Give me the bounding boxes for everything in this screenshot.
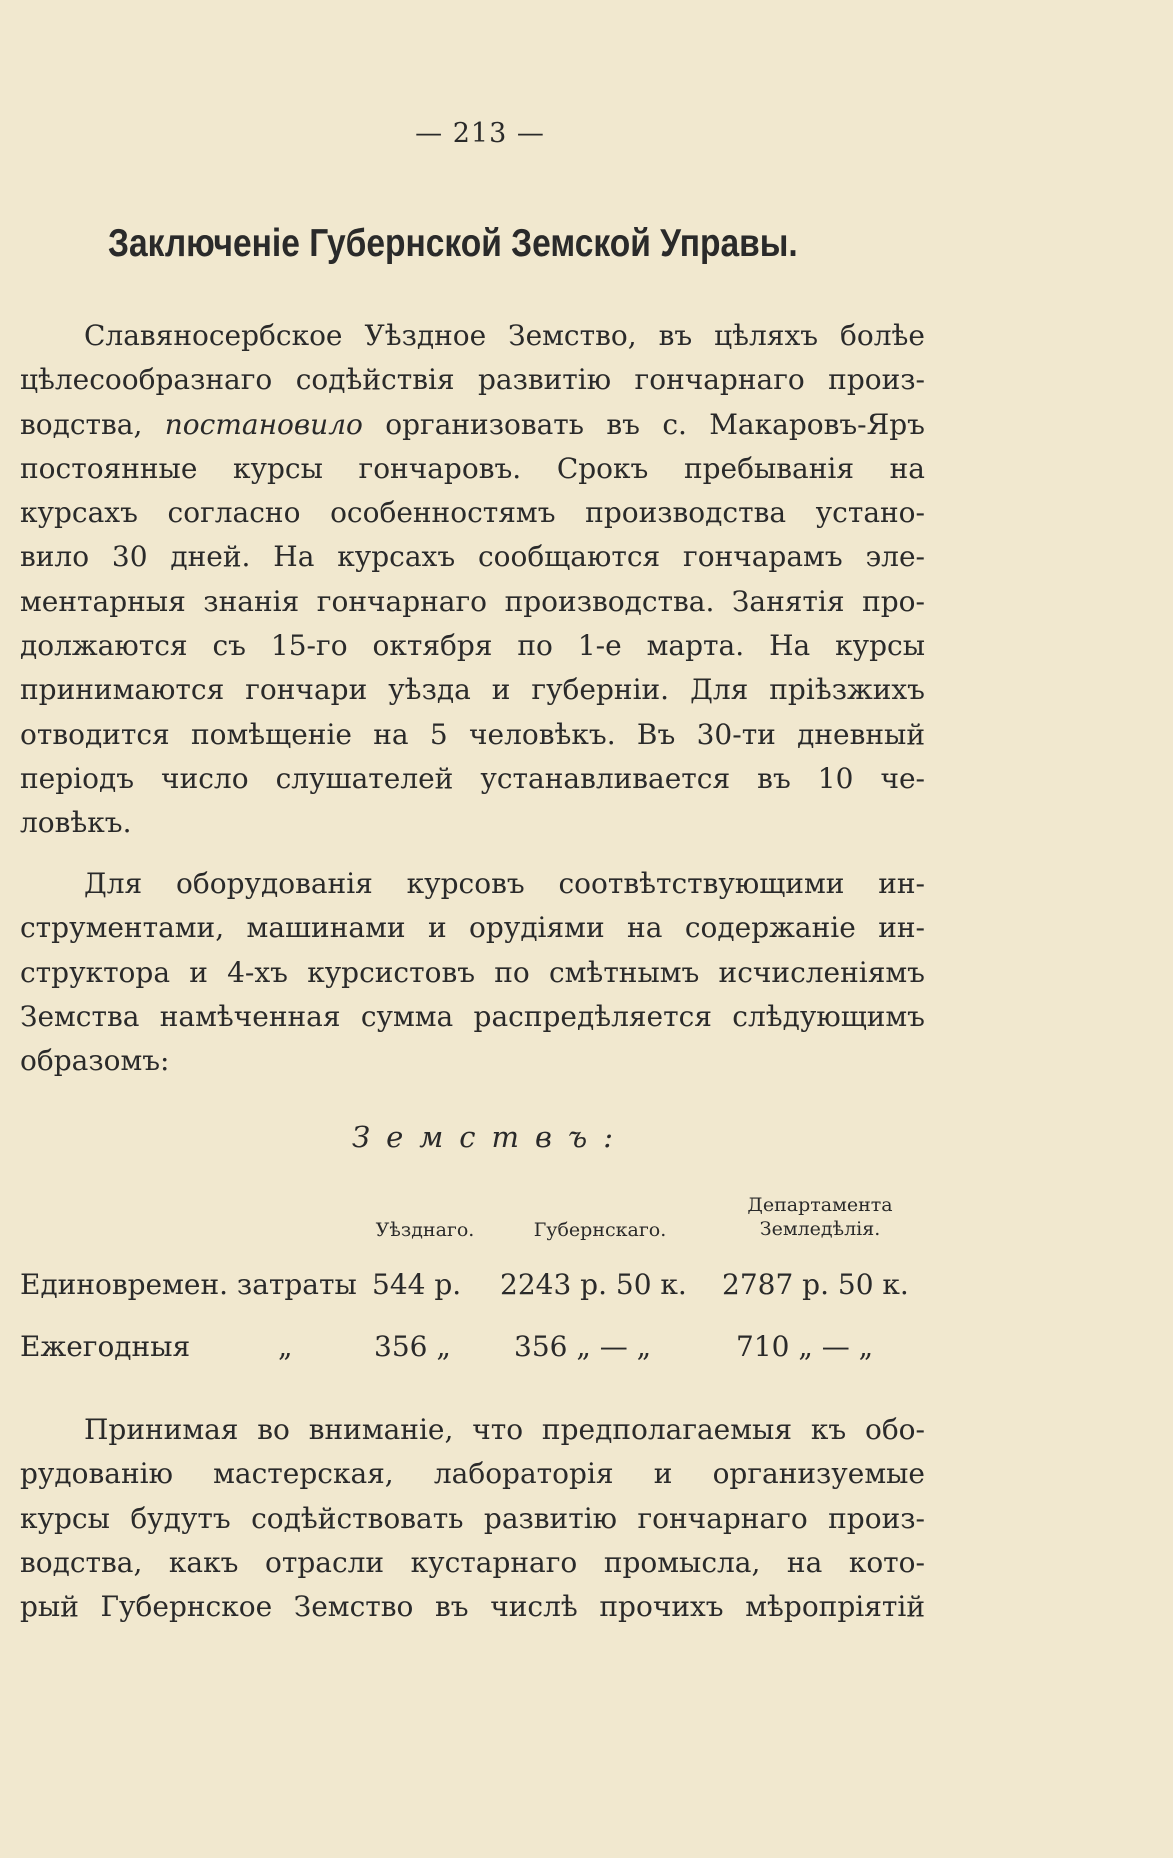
text-line bbox=[20, 403, 925, 447]
page-number: — 213 — bbox=[415, 118, 545, 149]
paragraph-1 bbox=[20, 314, 925, 846]
text-fragment: водства, bbox=[20, 407, 143, 441]
ditto-mark: „ bbox=[278, 1330, 293, 1363]
cell-uezd: 356 „ bbox=[374, 1330, 451, 1363]
text-line: образомъ: bbox=[20, 1044, 170, 1078]
text-fragment: организовать въ с. Макаровъ-Яръ bbox=[385, 407, 925, 441]
text-line: Земства намѣченная сумма распредѣляется слѣдующимъ bbox=[20, 999, 925, 1033]
text-line: рый Губернское Земство въ числѣ прочихъ мѣропріятій bbox=[20, 1590, 925, 1624]
cell-gub: 2243 р. 50 к. bbox=[500, 1268, 687, 1301]
text-line: цѣлесообразнаго содѣйствія развитію гончарнаго произ- bbox=[20, 363, 925, 397]
text-line: должаются съ 15-го октября по 1-е марта. На курсы bbox=[20, 629, 925, 663]
text-line: Принимая во вниманіе, что предполагаемыя къ обо- bbox=[84, 1413, 925, 1446]
text-line: ловѣкъ. bbox=[20, 806, 132, 840]
text-line: водства, какъ отрасли кустарнаго промысла, на кото- bbox=[20, 1545, 925, 1579]
text-line: курсахъ согласно особенностямъ производства устано- bbox=[20, 496, 925, 530]
row-label: Единовремен. затраты bbox=[20, 1268, 357, 1301]
column-header-dep bbox=[730, 1193, 910, 1241]
text-line: постоянные курсы гончаровъ. Срокъ пребыванія на bbox=[20, 451, 925, 485]
column-header-uezd: Уѣзднаго. bbox=[375, 1219, 475, 1241]
text-line: Для оборудованія курсовъ соотвѣтствующими ин- bbox=[84, 867, 925, 900]
paragraph-2 bbox=[20, 862, 925, 1083]
paragraph-3 bbox=[20, 1408, 925, 1629]
text-line: Славяносербское Уѣздное Земство, въ цѣляхъ болѣе bbox=[84, 319, 925, 352]
text-line: ментарныя знанія гончарнаго производства. Занятія про- bbox=[20, 584, 925, 618]
text-line: курсы будутъ содѣйствовать развитію гончарнаго произ- bbox=[20, 1501, 925, 1535]
text-line: струментами, машинами и орудіями на содержаніе ин- bbox=[20, 911, 925, 945]
text-line: принимаются гончари уѣзда и губерніи. Для пріѣзжихъ bbox=[20, 673, 925, 707]
text-line: періодъ число слушателей устанавливается въ 10 че- bbox=[20, 761, 925, 795]
table-row bbox=[20, 1268, 930, 1312]
cell-dep: 710 „ — „ bbox=[736, 1330, 874, 1363]
table-heading: Земствъ: bbox=[352, 1120, 629, 1154]
table-row bbox=[20, 1330, 930, 1374]
cell-uezd: 544 р. bbox=[372, 1268, 462, 1301]
page-title: Заключеніе Губернской Земской Управы. bbox=[108, 222, 798, 265]
text-line: вило 30 дней. На курсахъ сообщаются гончарамъ эле- bbox=[20, 540, 925, 574]
emphasized-word: постановило bbox=[164, 407, 363, 441]
column-header-dep-line: Земледѣлія. bbox=[759, 1218, 881, 1240]
cell-dep: 2787 р. 50 к. bbox=[722, 1268, 909, 1301]
text-line: структора и 4-хъ курсистовъ по смѣтнымъ исчисленіямъ bbox=[20, 955, 925, 989]
column-header-gub: Губернскаго. bbox=[533, 1219, 667, 1241]
text-line: рудованію мастерская, лабораторія и организуемые bbox=[20, 1457, 925, 1491]
column-header-dep-line: Департамента bbox=[747, 1194, 893, 1216]
row-label: Ежегодныя bbox=[20, 1330, 191, 1363]
cell-gub: 356 „ — „ bbox=[514, 1330, 652, 1363]
text-line: отводится помѣщеніе на 5 человѣкъ. Въ 30-ти дневный bbox=[20, 717, 925, 751]
